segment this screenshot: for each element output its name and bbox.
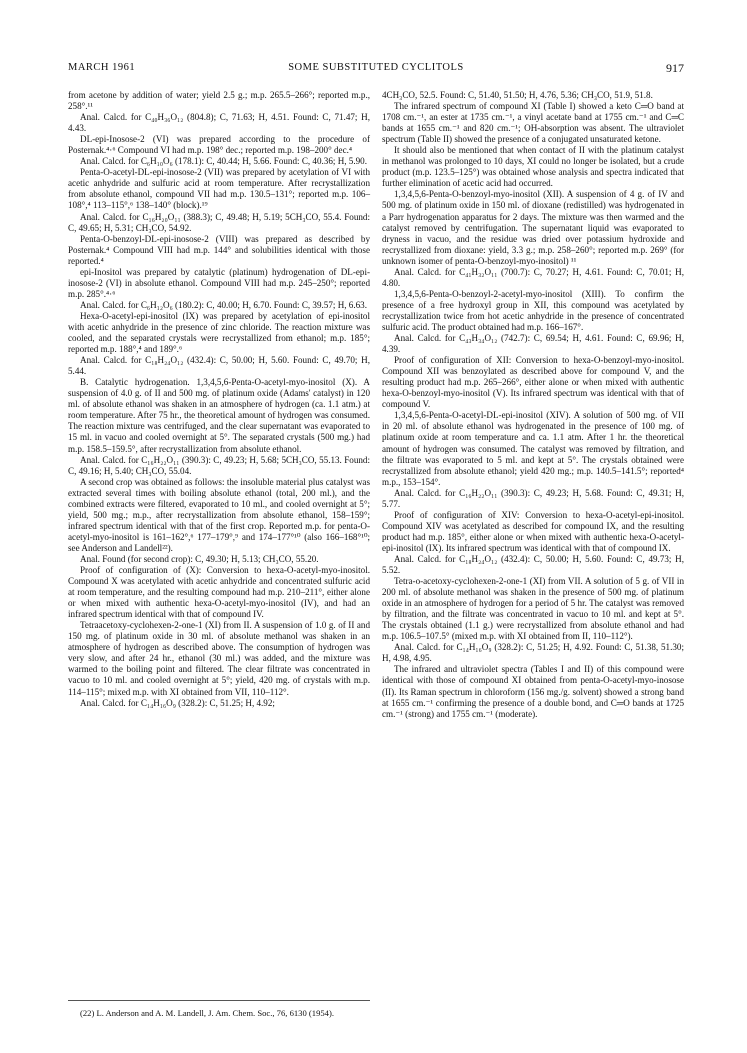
footnote-text: (22) L. Anderson and A. M. Landell, J. Am. Chem. Soc., 76, 6130 (1954). [80, 1008, 334, 1018]
paragraph: The infrared and ultraviolet spectra (Tables I and II) of this compound were identical with those of compound XI obtained from penta-O-acetyl-myo-inosose (II). Its Raman spectrum in chloroform (156 mg./g. solvent) showed a strong band at 1655 cm.⁻¹ confirming the presence of a double bond, and C═O bands at 1725 cm.⁻¹ (strong) and 1755 cm.⁻¹ (moderate). [382, 664, 684, 719]
paragraph: Hexa-O-acetyl-epi-inositol (IX) was prepared by acetylation of epi-inositol with acetic anhydride in the presence of zinc chloride. The reaction mixture was cooled, and the separated crystals were recrystallized from ethanol; m.p. 185°; reported m.p. 188°,⁴ and 189°.⁶ [68, 310, 370, 355]
paragraph: Anal. Calcd. for C₄₀H₃₆O₁₂ (804.8); C, 71.63; H, 4.51. Found: C, 71.47; H, 4.43. [68, 112, 370, 134]
paragraph: The infrared spectrum of compound XI (Table I) showed a keto C═O band at 1708 cm.⁻¹, an ester at 1735 cm.⁻¹, a vinyl acetate band at 1755 cm.⁻¹ and C═C bands at 1655 cm.⁻¹ and 820 cm.⁻¹; OH-absorption was absent. The ultraviolet spectrum (Table II) showed the presence of a conjugated unsaturated ketone. [382, 101, 684, 145]
left-column [68, 90, 370, 709]
paragraph: It should also be mentioned that when contact of II with the platinum catalyst in methanol was prolonged to 10 days, XI could no longer be isolated, but a crude product (m.p. 123.5–125°) was obtained whose analysis and spectra indicated that further elimination of acetic acid had occurred. [382, 145, 684, 189]
paragraph: Anal. Calcd. for C₁₆H₂₀O₁₁ (388.3); C, 49.48; H, 5.19; 5CH₃CO, 55.4. Found: C, 49.65; H, 5.31; CH₃CO, 54.92. [68, 211, 370, 233]
paragraph: A second crop was obtained as follows: the insoluble material plus catalyst was extracted several times with boiling absolute ethanol (total, 200 ml.), and the combined extracts were filtered, evaporated to 10 ml., and cooled overnight at 5°; yield, 500 mg.; m.p., after recrystallization from absolute ethanol, 158–159°; infrared spectrum identical with that of the first crop. Reported m.p. for penta-O-acetyl-myo-inositol is 161–162°,⁶ 177–179°,⁹ and 174–177°¹⁰ (also 166–168°¹⁰; see Anderson and Landell²²). [68, 476, 370, 553]
paragraph: DL-epi-Inosose-2 (VI) was prepared according to the procedure of Posternak.⁴·⁶ Compound VI had m.p. 198° dec.; reported m.p. 198–200° dec.⁴ [68, 134, 370, 156]
paragraph: 1,3,4,5,6-Penta-O-acetyl-DL-epi-inositol (XIV). A solution of 500 mg. of VII in 20 ml. of absolute ethanol was hydrogenated in the presence of 100 mg. of platinum oxide at room temperature and ca. 1.1 atm. After 1 hr. the theoretical amount of hydrogen was consumed. The catalyst was removed by filtration, and the filtrate was evaporated to 5 ml. and kept at 5°. The crystals obtained were recrystallized from absolute ethanol; yield 420 mg.; m.p. 140.5–141.5°; reported⁴ m.p., 153–154°. [382, 410, 684, 487]
paragraph: 1,3,4,5,6-Penta-O-benzoyl-myo-inositol (XII). A suspension of 4 g. of IV and 500 mg. of platinum oxide in 150 ml. of dioxane (redistilled) was hydrogenated in a Parr hydrogenation apparatus for 2 days. The mixture was then warmed and the catalyst removed by centrifugation. The supernatant liquid was evaporated to dryness in vacuo, and the residue was dried over potassium hydroxide and recrystallized from dioxane: yield, 3.3 g.; m.p. 258–260°; reported m.p. 269° (for unknown isomer of penta-O-benzoyl-myo-inositol) ¹¹ [382, 189, 684, 266]
paragraph: 4CH₃CO, 52.5. Found: C, 51.40, 51.50; H, 4.76, 5.36; CH₃CO, 51.9, 51.8. [382, 90, 653, 100]
paragraph: 1,3,4,5,6-Penta-O-benzoyl-2-acetyl-myo-inositol (XIII). To confirm the presence of a free hydroxyl group in XII, this compound was acetylated by recrystallization twice from hot acetic anhydride in the presence of concentrated sulfuric acid. The product obtained had m.p. 166–167°. [382, 288, 684, 332]
paragraph: Anal. Calcd. for C₁₄H₁₆O₉ (328.2): C, 51.25; H, 4.92. Found: C, 51.38, 51.30; H, 4.98, 4.95. [382, 642, 684, 664]
right-column [382, 90, 684, 720]
paragraph: B. Catalytic hydrogenation. 1,3,4,5,6-Penta-O-acetyl-myo-inositol (X). A suspension of 4.0 g. of II and 500 mg. of platinum oxide (Adams' catalyst) in 120 ml. of absolute ethanol was shaken in an atmosphere of hydrogen (ca. 1.1 atm.) at room temperature. After 75 hr., the theoretical amount of hydrogen was consumed. The reaction mixture was centrifuged, and the clear supernatant was evaporated to 15 ml. in vacuo and cooled overnight at 5°. The separated crystals (500 mg.) had m.p. 158.5–159.5°, after recrystallization from absolute ethanol. [68, 377, 370, 454]
paragraph: Anal. Calcd. for C₁₄H₁₆O₉ (328.2): C, 51.25; H, 4.92; [80, 697, 275, 708]
paragraph: from acetone by addition of water; yield 2.5 g.; m.p. 265.5–266°; reported m.p., 258°.¹¹ [68, 90, 370, 112]
paragraph: epi-Inositol was prepared by catalytic (platinum) hydrogenation of DL-epi-inosose-2 (VI) in absolute ethanol. Compound VIII had m.p. 245–250°; reported m.p. 285°.⁴·⁶ [68, 266, 370, 299]
paragraph: Anal. Calcd. for C₄₃H₃₄O₁₂ (742.7): C, 69.54; H, 4.61. Found: C, 69.96; H, 4.39. [382, 333, 684, 355]
paragraph: Anal. Calcd. for C₄₁H₃₂O₁₁ (700.7): C, 70.27; H, 4.61. Found: C, 70.01; H, 4.80. [382, 266, 684, 288]
footnote [68, 1000, 370, 1019]
paragraph: Anal. Found (for second crop): C, 49.30; H, 5.13; CH₃CO, 55.20. [80, 553, 319, 564]
paragraph: Tetra-o-acetoxy-cyclohexen-2-one-1 (XI) from VII. A solution of 5 g. of VII in 200 ml. of absolute methanol was shaken in the presence of 500 mg. of platinum oxide in an atmosphere of hydrogen for a period of 5 hr. The catalyst was removed by filtration, and the filtrate was concentrated in vacuo to 10 ml. and kept at 5°. The crystals obtained (1.1 g.) were recrystallized from absolute ethanol and had m.p. 106.5–107.5° (mixed m.p. with XI obtained from II, 110–112°). [382, 576, 684, 642]
header-title: SOME SUBSTITUTED CYCLITOLS [288, 62, 464, 73]
paragraph: Anal. Calcd. for C₁₈H₂₄O₁₂ (432.4): C, 50.00; H, 5.60. Found: C, 49.70; H, 5.44. [68, 355, 370, 377]
paragraph: Tetraacetoxy-cyclohexen-2-one-1 (XI) from II. A suspension of 1.0 g. of II and 150 mg. of platinum oxide in 30 ml. of absolute methanol was shaken in an atmosphere of hydrogen as described above. The consumption of hydrogen was very slow, and after 24 hr., ethanol (30 ml.) was added, and the mixture was warmed to the boiling point and filtered. The clear filtrate was concentrated in vacuo to 10 ml. and cooled overnight at 5°; yield, 420 mg. of crystals with m.p. 114–115°; mixed m.p. with XI obtained from VII, 110–112°. [68, 620, 370, 697]
paragraph: Proof of configuration of XIV: Conversion to hexa-O-acetyl-epi-inositol. Compound XIV was acetylated as described for compound IX, and the resulting product had m.p. 185°, either alone or when mixed with authentic hexa-O-acetyl-epi-inositol (IX). Its infrared spectrum was identical with that of compound IX. [382, 509, 684, 553]
paragraph: Proof of configuration of (X): Conversion to hexa-O-acetyl-myo-inositol. Compound X was acetylated with acetic anhydride and concentrated sulfuric acid at room temperature, and the resulting compound had m.p. 210–211°, either alone or when mixed with authentic hexa-O-acetyl-myo-inositol (IV), and had an infrared spectrum identical with that of compound IV. [68, 565, 370, 620]
paragraph: Anal. Calcd. for C₆H₁₂O₆ (180.2): C, 40.00; H, 6.70. Found: C, 39.57; H, 6.63. [80, 299, 367, 310]
paragraph: Penta-O-acetyl-DL-epi-inosose-2 (VII) was prepared by acetylation of VI with acetic anhydride and sulfuric acid at room temperature. After recrystallization from absolute ethanol, compound VII had m.p. 130.5–131°; reported m.p. 106–108°,⁴ 113–115°,⁶ 138–140° (block).¹⁹ [68, 167, 370, 211]
paragraph: Anal. Calcd. for C₁₆H₂₂O₁₁ (390.3): C, 49.23; H, 5.68. Found: C, 49.31; H, 5.77. [382, 487, 684, 509]
running-header [68, 62, 684, 76]
page-number: 917 [666, 61, 684, 75]
paragraph: Anal. Calcd. for C₆H₁₀O₆ (178.1): C, 40.44; H, 5.66. Found: C, 40.36; H, 5.90. [80, 156, 367, 167]
header-date: MARCH 1961 [68, 62, 136, 73]
paragraph: Proof of configuration of XII: Conversion to hexa-O-benzoyl-myo-inositol. Compound XII was benzoylated as described above for compound V, and the resulting product had m.p. 265–266°, either alone or when mixed with authentic hexa-O-benzoyl-myo-inositol (V). Its infrared spectrum was identical with that of compound V. [382, 355, 684, 410]
paragraph: Anal. Calcd. for C₁₆H₂₂O₁₁ (390.3): C, 49.23; H, 5.68; 5CH₃CO, 55.13. Found: C, 49.16; H, 5.40; CH₃CO, 55.04. [68, 454, 370, 476]
paragraph: Penta-O-benzoyl-DL-epi-inosose-2 (VIII) was prepared as described by Posternak.⁴ Compound VIII had m.p. 144° and solubilities identical with those reported.⁴ [68, 233, 370, 266]
paragraph: Anal. Calcd. for C₁₈H₂₄O₁₂ (432.4): C, 50.00; H, 5.60. Found: C, 49.73; H, 5.52. [382, 553, 684, 576]
